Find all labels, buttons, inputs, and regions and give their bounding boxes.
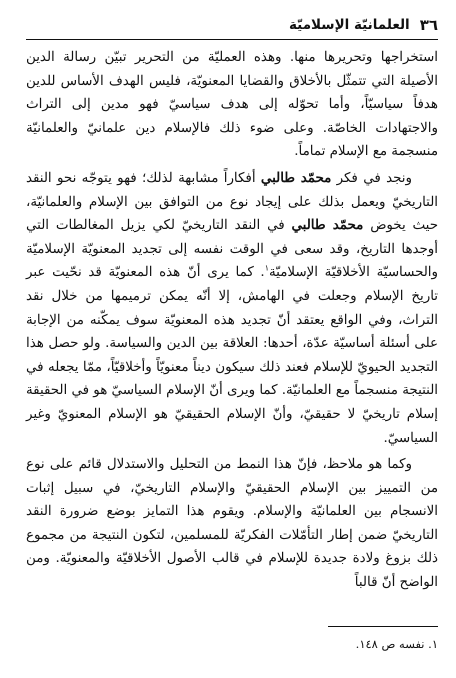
paragraph-2 [26, 167, 438, 450]
header-divider [26, 39, 438, 40]
text-run: أفكاراً مشابهة لذلك؛ فهو يتوجّه نحو النقد التاريخيّ ويعمل بذلك على إيجاد نوع من التوافق بين الإسلام والعلمانيّة، حيث يخوض [26, 170, 438, 234]
bold-name: محمّد طالبي [291, 217, 364, 234]
text-run: وكما هو ملاحظ، فإنّ هذا النمط من التحليل والاستدلال قائم على نوع من التمييز بين الإسلام الحقيقيّ والإسلام التاريخيّ، في سبيل إثبات الانسجام بين العلمانيّة والإسلام. ويقوم هذا التمايز بوضع ضرورة النقد التاريخيّ ضمن إطار التأمّلات الفكريّة للمسلمين، لتكون النتيجة من مجموع ذلك بزوغ ولادة جديدة للإسلام في قالب الأصول الأخلاقيّة والمعنويّة. ومن الواضح أنّ قالباً [26, 457, 438, 591]
paragraph-3 [26, 453, 438, 595]
paragraph-1 [26, 46, 438, 164]
footnote: ١. نفسه ص ١٤٨. [355, 637, 438, 651]
text-run: استخراجها وتحريرها منها. وهذه العمليّة من التحرير تبيّن رسالة الدين الأصيلة التي تتمثّل بالأخلاق والقضايا المعنويّة، فليس الهدف الأساس للدين هدفاً سياسيّاً، وأما تحوّله إلى هدف سياسيّ فهو مدين إلى التراث والاجتهادات الخاصّة. وعلى ضوء ذلك فالإسلام دين علمانيّ والعلمانيّة منسجمة مع الإسلام تماماً. [26, 50, 438, 160]
bold-name: محمّد طالبي [260, 169, 332, 186]
text-run: ونجد في فكر [331, 170, 412, 186]
book-page [26, 0, 438, 678]
page-number: ٣٦ [419, 16, 438, 34]
page-header [26, 14, 438, 36]
text-run: في النقد التاريخيّ لكي يزيل المغالطات التي أوجدها التاريخ، وقد سعى في الوقت نفسه إلى تجديد المعنويّة الإسلاميّة والحساسيّة الأخلاقيّة الإسلاميّة [26, 218, 438, 281]
text-run: . كما يرى أنّ هذه المعنويّة قد نحّيت عبر تاريخ الإسلام وجعلت في الهامش، إلا أنّه يمكن ترميمها من خلال نقد التراث، وفي الواقع يعتقد أنّ تجديد هذه المعنويّة سوف يمكّنه من الإجابة على أسئلة أساسيّة عدّة، أحدها: العلاقة بين الدين والسياسة. ولو حصل هذا التجديد الحيويّ للإسلام فعند ذلك سيكون ديناً معنويّاً وأخلاقيّاً، ممّا يجعله في النتيجة منسجماً مع العلمانيّة. كما ويرى أنّ الإسلام السياسيّ هو في الحقيقة إسلام تاريخيّ لا حقيقيّ، وأنّ الإسلام الحقيقيّ هو الإسلام المعنويّ وغير السياسيّ. [26, 265, 438, 446]
running-title: العلمانيّة الإسلاميّة [289, 17, 410, 33]
body-text [26, 46, 438, 595]
footnote-divider [328, 626, 438, 627]
footnote-marker: ١ [264, 263, 269, 273]
